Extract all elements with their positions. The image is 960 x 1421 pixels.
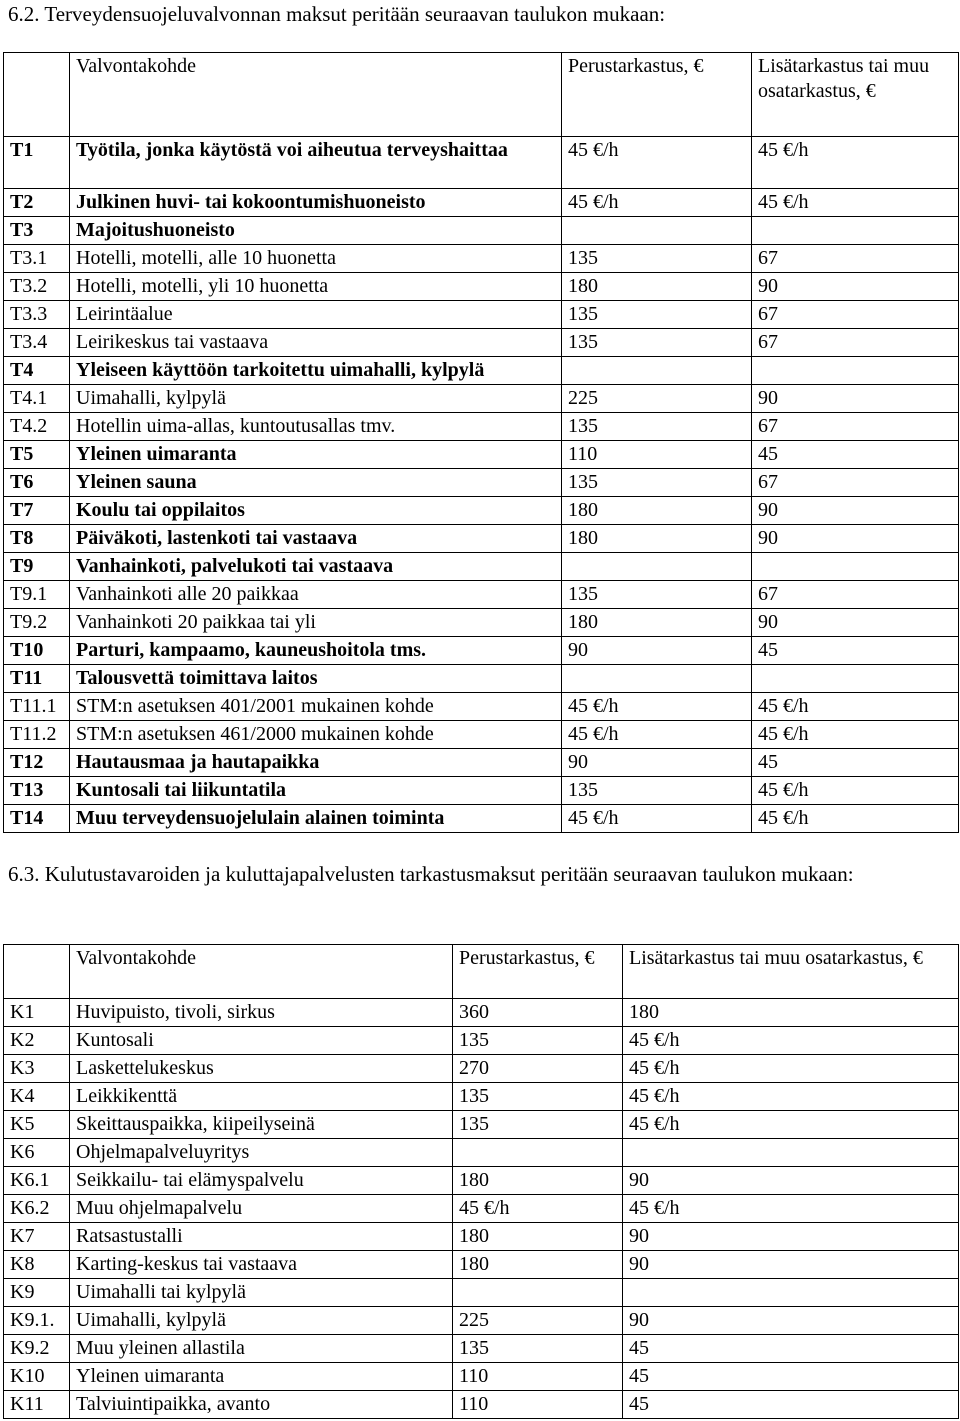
row-extra-fee — [623, 1279, 959, 1307]
row-basic-fee: 110 — [562, 441, 752, 469]
row-extra-fee: 67 — [752, 469, 959, 497]
row-target: Leikkikenttä — [70, 1083, 453, 1111]
row-target: Kuntosali — [70, 1027, 453, 1055]
row-extra-fee: 90 — [752, 609, 959, 637]
row-basic-fee: 225 — [453, 1307, 623, 1335]
row-basic-fee: 110 — [453, 1391, 623, 1419]
row-target: Julkinen huvi- tai kokoontumishuoneisto — [70, 189, 562, 217]
table-row — [4, 1307, 959, 1335]
table-row — [4, 1279, 959, 1307]
row-code: T9.1 — [4, 581, 70, 609]
row-target: Muu terveydensuojelulain alainen toiminta — [70, 805, 562, 833]
table-row — [4, 1027, 959, 1055]
table-row — [4, 525, 959, 553]
row-extra-fee: 67 — [752, 245, 959, 273]
row-code: T3.4 — [4, 329, 70, 357]
table-row — [4, 721, 959, 749]
row-target: Hotelli, motelli, yli 10 huonetta — [70, 273, 562, 301]
row-code: T4 — [4, 357, 70, 385]
row-basic-fee: 180 — [453, 1251, 623, 1279]
row-target: Ratsastustalli — [70, 1223, 453, 1251]
section-6-2-heading: 6.2. Terveydensuojeluvalvonnan maksut peritään seuraavan taulukon mukaan: — [8, 2, 666, 26]
row-basic-fee: 90 — [562, 749, 752, 777]
row-code: K6.1 — [4, 1167, 70, 1195]
table-header-row — [4, 945, 959, 999]
row-target: STM:n asetuksen 461/2000 mukainen kohde — [70, 721, 562, 749]
row-code: K9 — [4, 1279, 70, 1307]
row-extra-fee: 90 — [623, 1251, 959, 1279]
row-code: T12 — [4, 749, 70, 777]
row-extra-fee: 45 €/h — [623, 1111, 959, 1139]
table-row — [4, 1363, 959, 1391]
row-extra-fee: 45 — [752, 749, 959, 777]
row-basic-fee: 45 €/h — [453, 1195, 623, 1223]
row-extra-fee: 90 — [623, 1167, 959, 1195]
row-basic-fee: 135 — [453, 1027, 623, 1055]
table-row — [4, 777, 959, 805]
header-basic: Perustarkastus, € — [453, 945, 623, 999]
row-extra-fee: 90 — [752, 525, 959, 553]
row-code: T6 — [4, 469, 70, 497]
table-row — [4, 1251, 959, 1279]
row-target: STM:n asetuksen 401/2001 mukainen kohde — [70, 693, 562, 721]
row-code: T3.2 — [4, 273, 70, 301]
table-row — [4, 1195, 959, 1223]
row-target: Vanhainkoti 20 paikkaa tai yli — [70, 609, 562, 637]
table-row — [4, 1167, 959, 1195]
table-row — [4, 1335, 959, 1363]
row-target: Talviuintipaikka, avanto — [70, 1391, 453, 1419]
table-row — [4, 1223, 959, 1251]
row-extra-fee: 180 — [623, 999, 959, 1027]
row-extra-fee — [752, 357, 959, 385]
row-code: T3.3 — [4, 301, 70, 329]
row-basic-fee — [453, 1139, 623, 1167]
table-header-row — [4, 53, 959, 137]
row-extra-fee: 45 €/h — [623, 1055, 959, 1083]
table-row — [4, 693, 959, 721]
row-extra-fee: 45 — [752, 441, 959, 469]
table-row — [4, 749, 959, 777]
row-basic-fee: 110 — [453, 1363, 623, 1391]
row-code: T11.1 — [4, 693, 70, 721]
table-row — [4, 1139, 959, 1167]
row-basic-fee: 270 — [453, 1055, 623, 1083]
row-basic-fee: 135 — [453, 1335, 623, 1363]
table-row — [4, 189, 959, 217]
row-extra-fee — [623, 1139, 959, 1167]
row-basic-fee: 180 — [562, 609, 752, 637]
row-basic-fee: 135 — [562, 245, 752, 273]
row-target: Yleinen uimaranta — [70, 441, 562, 469]
row-code: T9 — [4, 553, 70, 581]
table-row — [4, 665, 959, 693]
header-code — [4, 945, 70, 999]
consumer-inspection-fees-table — [3, 944, 959, 1419]
row-target: Uimahalli tai kylpylä — [70, 1279, 453, 1307]
row-basic-fee: 180 — [453, 1223, 623, 1251]
row-extra-fee: 90 — [623, 1223, 959, 1251]
row-target: Koulu tai oppilaitos — [70, 497, 562, 525]
row-basic-fee: 45 €/h — [562, 721, 752, 749]
row-code: T10 — [4, 637, 70, 665]
row-basic-fee: 90 — [562, 637, 752, 665]
header-target: Valvontakohde — [70, 945, 453, 999]
row-target: Hotellin uima-allas, kuntoutusallas tmv. — [70, 413, 562, 441]
row-target: Talousvettä toimittava laitos — [70, 665, 562, 693]
row-extra-fee: 45 — [752, 637, 959, 665]
row-basic-fee: 135 — [453, 1111, 623, 1139]
row-target: Leirikeskus tai vastaava — [70, 329, 562, 357]
row-code: K6 — [4, 1139, 70, 1167]
row-code: T4.1 — [4, 385, 70, 413]
row-target: Skeittauspaikka, kiipeilyseinä — [70, 1111, 453, 1139]
row-extra-fee: 67 — [752, 413, 959, 441]
row-basic-fee: 45 €/h — [562, 137, 752, 189]
row-target: Leirintäalue — [70, 301, 562, 329]
row-extra-fee: 45 — [623, 1391, 959, 1419]
table-row — [4, 609, 959, 637]
table-row — [4, 217, 959, 245]
row-target: Kuntosali tai liikuntatila — [70, 777, 562, 805]
table-row — [4, 441, 959, 469]
row-target: Laskettelukeskus — [70, 1055, 453, 1083]
table-row — [4, 469, 959, 497]
row-basic-fee: 135 — [453, 1083, 623, 1111]
row-target: Päiväkoti, lastenkoti tai vastaava — [70, 525, 562, 553]
row-code: T11.2 — [4, 721, 70, 749]
row-code: K9.1. — [4, 1307, 70, 1335]
row-code: K2 — [4, 1027, 70, 1055]
row-extra-fee: 45 — [623, 1363, 959, 1391]
row-target: Yleinen uimaranta — [70, 1363, 453, 1391]
table-row — [4, 137, 959, 189]
row-target: Muu ohjelmapalvelu — [70, 1195, 453, 1223]
table-row — [4, 385, 959, 413]
header-extra: Lisätarkastus tai muu osatarkastus, € — [623, 945, 959, 999]
row-basic-fee: 135 — [562, 413, 752, 441]
row-extra-fee: 45 €/h — [752, 777, 959, 805]
table-row — [4, 553, 959, 581]
row-target: Työtila, jonka käytöstä voi aiheutua terveyshaittaa — [70, 137, 562, 189]
row-extra-fee: 45 €/h — [752, 721, 959, 749]
table-row — [4, 805, 959, 833]
row-basic-fee: 180 — [562, 273, 752, 301]
row-basic-fee: 45 €/h — [562, 805, 752, 833]
row-code: K7 — [4, 1223, 70, 1251]
row-extra-fee: 67 — [752, 329, 959, 357]
table-row — [4, 637, 959, 665]
row-extra-fee: 90 — [752, 497, 959, 525]
header-target: Valvontakohde — [70, 53, 562, 137]
table-row — [4, 273, 959, 301]
row-extra-fee: 90 — [752, 273, 959, 301]
row-basic-fee: 135 — [562, 581, 752, 609]
row-code: K6.2 — [4, 1195, 70, 1223]
row-basic-fee: 180 — [453, 1167, 623, 1195]
row-code: K5 — [4, 1111, 70, 1139]
row-target: Uimahalli, kylpylä — [70, 385, 562, 413]
table-row — [4, 581, 959, 609]
row-basic-fee: 180 — [562, 525, 752, 553]
row-code: T3 — [4, 217, 70, 245]
row-code: K9.2 — [4, 1335, 70, 1363]
row-code: K8 — [4, 1251, 70, 1279]
row-basic-fee — [562, 553, 752, 581]
table-row — [4, 329, 959, 357]
row-code: T1 — [4, 137, 70, 189]
row-extra-fee: 45 €/h — [623, 1195, 959, 1223]
table-row — [4, 1111, 959, 1139]
row-code: K10 — [4, 1363, 70, 1391]
row-target: Vanhainkoti alle 20 paikkaa — [70, 581, 562, 609]
row-basic-fee: 135 — [562, 329, 752, 357]
row-target: Parturi, kampaamo, kauneushoitola tms. — [70, 637, 562, 665]
row-extra-fee — [752, 217, 959, 245]
row-basic-fee: 135 — [562, 469, 752, 497]
row-code: T14 — [4, 805, 70, 833]
row-basic-fee: 135 — [562, 301, 752, 329]
table-row — [4, 1055, 959, 1083]
row-code: T11 — [4, 665, 70, 693]
row-code: T3.1 — [4, 245, 70, 273]
row-basic-fee: 225 — [562, 385, 752, 413]
row-extra-fee — [752, 553, 959, 581]
table-row — [4, 357, 959, 385]
row-extra-fee: 45 €/h — [752, 189, 959, 217]
row-target: Hotelli, motelli, alle 10 huonetta — [70, 245, 562, 273]
row-code: T7 — [4, 497, 70, 525]
row-extra-fee: 45 €/h — [752, 805, 959, 833]
row-target: Ohjelmapalveluyritys — [70, 1139, 453, 1167]
section-6-3-heading: 6.3. Kulutustavaroiden ja kuluttajapalvelusten tarkastusmaksut peritään seuraavan taulukon mukaan: — [8, 862, 854, 886]
row-target: Hautausmaa ja hautapaikka — [70, 749, 562, 777]
row-extra-fee: 90 — [752, 385, 959, 413]
table-row — [4, 999, 959, 1027]
row-target: Karting-keskus tai vastaava — [70, 1251, 453, 1279]
row-code: K11 — [4, 1391, 70, 1419]
header-code — [4, 53, 70, 137]
row-basic-fee: 45 €/h — [562, 189, 752, 217]
row-extra-fee: 67 — [752, 301, 959, 329]
header-basic: Perustarkastus, € — [562, 53, 752, 137]
row-target: Huvipuisto, tivoli, sirkus — [70, 999, 453, 1027]
row-code: T8 — [4, 525, 70, 553]
row-extra-fee: 45 €/h — [752, 137, 959, 189]
row-extra-fee — [752, 665, 959, 693]
table-row — [4, 497, 959, 525]
row-extra-fee: 45 — [623, 1335, 959, 1363]
row-basic-fee — [562, 357, 752, 385]
row-target: Seikkailu- tai elämyspalvelu — [70, 1167, 453, 1195]
row-code: K1 — [4, 999, 70, 1027]
table-row — [4, 1391, 959, 1419]
row-code: T13 — [4, 777, 70, 805]
row-basic-fee — [562, 665, 752, 693]
row-extra-fee: 45 €/h — [752, 693, 959, 721]
row-basic-fee: 45 €/h — [562, 693, 752, 721]
table-row — [4, 413, 959, 441]
row-code: K3 — [4, 1055, 70, 1083]
row-target: Uimahalli, kylpylä — [70, 1307, 453, 1335]
row-code: T2 — [4, 189, 70, 217]
table-row — [4, 245, 959, 273]
row-basic-fee — [453, 1279, 623, 1307]
table-row — [4, 1083, 959, 1111]
row-extra-fee: 45 €/h — [623, 1083, 959, 1111]
health-protection-fees-table — [3, 52, 959, 833]
row-basic-fee — [562, 217, 752, 245]
row-target: Muu yleinen allastila — [70, 1335, 453, 1363]
row-target: Majoitushuoneisto — [70, 217, 562, 245]
row-code: T9.2 — [4, 609, 70, 637]
row-target: Yleinen sauna — [70, 469, 562, 497]
row-code: K4 — [4, 1083, 70, 1111]
row-code: T4.2 — [4, 413, 70, 441]
row-extra-fee: 67 — [752, 581, 959, 609]
row-code: T5 — [4, 441, 70, 469]
row-extra-fee: 90 — [623, 1307, 959, 1335]
row-target: Yleiseen käyttöön tarkoitettu uimahalli, kylpylä — [70, 357, 562, 385]
row-basic-fee: 180 — [562, 497, 752, 525]
row-extra-fee: 45 €/h — [623, 1027, 959, 1055]
row-basic-fee: 135 — [562, 777, 752, 805]
row-basic-fee: 360 — [453, 999, 623, 1027]
header-extra: Lisätarkastus tai muu osatarkastus, € — [752, 53, 959, 137]
table-row — [4, 301, 959, 329]
row-target: Vanhainkoti, palvelukoti tai vastaava — [70, 553, 562, 581]
